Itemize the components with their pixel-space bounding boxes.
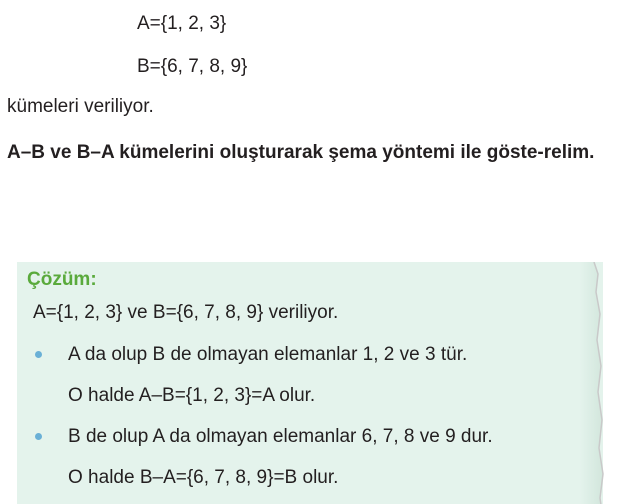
solution-item-text: A da olup B de olmayan elemanlar 1, 2 ve 3 tür. [68,344,468,365]
solution-title: Çözüm: [27,269,97,290]
question-text: A–B ve B–A kümelerini oluşturarak şema yöntemi ile göste-relim. [7,142,595,163]
solution-item-result: O halde A–B={1, 2, 3}=A olur. [68,385,316,406]
bullet-dot-icon [35,351,42,358]
set-a-definition: A={1, 2, 3} [137,13,227,34]
solution-item-result: O halde B–A={6, 7, 8, 9}=B olur. [68,467,339,488]
set-b-definition: B={6, 7, 8, 9} [137,56,248,77]
bullet-dot-icon [35,433,42,440]
solution-item-text: B de olup A da olmayan elemanlar 6, 7, 8 ve 9 dur. [68,426,493,447]
given-statement: kümeleri veriliyor. [7,96,154,117]
torn-paper-edge [580,262,629,504]
solution-given: A={1, 2, 3} ve B={6, 7, 8, 9} veriliyor. [33,302,339,323]
